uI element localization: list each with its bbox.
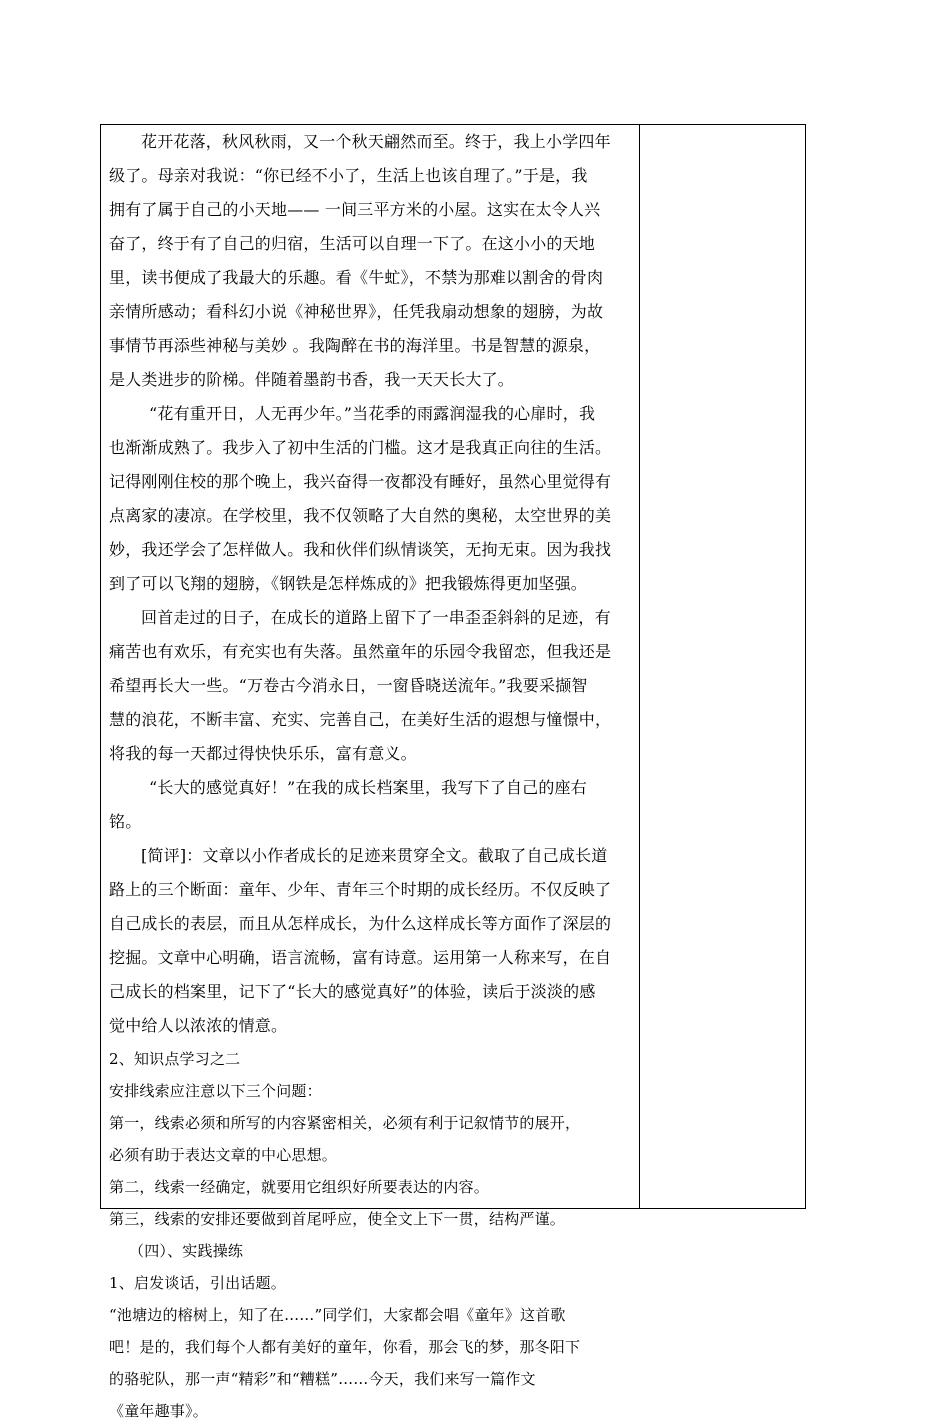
text-line: [简评]：文章以小作者成长的足迹来贯穿全文。截取了自己成长道 (141, 846, 608, 865)
lesson-content-cell (109, 125, 631, 1427)
practice-section (109, 1235, 631, 1427)
text-line: 点离家的凄凉。在学校里，我不仅领略了大自然的奥秘，太空世界的美 (109, 506, 612, 525)
text-line: 第二，线索一经确定，就要用它组织好所要表达的内容。 (109, 1178, 490, 1196)
text-line: 事情节再添些神秘与美妙 。我陶醉在书的海洋里。书是智慧的源泉， (109, 336, 601, 355)
text-line: 的骆驼队，那一声“精彩”和“糟糕”……今天，我们来写一篇作文 (109, 1370, 536, 1388)
text-line: 挖掘。文章中心明确，语言流畅，富有诗意。运用第一人称来写，在自 (109, 948, 612, 967)
text-line: 路上的三个断面：童年、少年、青年三个时期的成长经历。不仅反映了 (109, 880, 612, 899)
text-line: 希望再长大一些。“万卷古今消永日，一窗昏晓送流年。”我要采撷智 (109, 676, 588, 695)
text-line: 1、启发谈话，引出话题。 (109, 1274, 286, 1292)
lesson-table (100, 124, 806, 1420)
text-line: 是人类进步的阶梯。伴随着墨韵书香，我一天天长大了。 (109, 370, 515, 389)
section-heading: 2、知识点学习之二 (109, 1050, 241, 1068)
knowledge-section (109, 1043, 631, 1235)
text-line: 回首走过的日子，在成长的道路上留下了一串歪歪斜斜的足迹，有 (141, 608, 611, 627)
text-line: 拥有了属于自己的小天地—— 一间三平方米的小屋。这实在太令人兴 (109, 200, 601, 219)
text-line: 也渐渐成熟了。我步入了初中生活的门槛。这才是我真正向往的生活。 (109, 438, 612, 457)
text-line: 慧的浪花，不断丰富、充实、完善自己，在美好生活的遐想与憧憬中， (109, 710, 612, 729)
text-line: 记得刚刚住校的那个晚上，我兴奋得一夜都没有睡好，虽然心里觉得有 (109, 472, 612, 491)
text-line: “池塘边的榕树上，知了在……”同学们，大家都会唱《童年》这首歌 (109, 1306, 566, 1324)
text-line: 觉中给人以浓浓的情意。 (109, 1016, 288, 1035)
column-divider (639, 125, 640, 1208)
text-line: 己成长的档案里，记下了“长大的感觉真好”的体验，读后于淡淡的感 (109, 982, 596, 1001)
text-line: 将我的每一天都过得快快乐乐，富有意义。 (109, 744, 417, 763)
text-line: 自己成长的表层，而且从怎样成长，为什么这样成长等方面作了深层的 (109, 914, 612, 933)
section-heading: （四）、实践操练 (129, 1242, 244, 1260)
essay-paragraph-2 (109, 397, 631, 601)
comment-paragraph (109, 839, 631, 1043)
text-line: “长大的感觉真好！”在我的成长档案里，我写下了自己的座右 (149, 778, 587, 797)
text-line: “花有重开日，人无再少年。”当花季的雨露润湿我的心扉时，我 (149, 404, 596, 423)
notes-cell (641, 125, 805, 1208)
text-line: 第一，线索必须和所写的内容紧密相关，必须有利于记叙情节的展开， (109, 1114, 581, 1132)
essay-paragraph-3 (109, 601, 631, 771)
text-line: 花开花落，秋风秋雨，又一个秋天翩然而至。终于，我上小学四年 (141, 132, 611, 151)
text-line: 必须有助于表达文章的中心思想。 (109, 1146, 338, 1164)
essay-paragraph-1 (109, 125, 631, 397)
text-line: 奋了，终于有了自己的归宿，生活可以自理一下了。在这小小的天地 (109, 234, 596, 253)
text-line: 《童年趣事》。 (109, 1402, 208, 1420)
text-line: 妙，我还学会了怎样做人。我和伙伴们纵情谈笑，无拘无束。因为我找 (109, 540, 612, 559)
text-line: 里，读书便成了我最大的乐趣。看《牛虻》，不禁为那难以割舍的骨肉 (109, 268, 604, 287)
text-line: 痛苦也有欢乐，有充实也有失落。虽然童年的乐园令我留恋，但我还是 (109, 642, 612, 661)
essay-paragraph-4 (109, 771, 631, 839)
text-line: 安排线索应注意以下三个问题： (109, 1082, 322, 1100)
text-line: 亲情所感动；看科幻小说《神秘世界》，任凭我扇动想象的翅膀，为故 (109, 302, 604, 321)
text-line: 第三，线索的安排还要做到首尾呼应，使全文上下一贯，结构严谨。 (109, 1210, 566, 1228)
text-line: 级了。母亲对我说：“你已经不小了，生活上也该自理了。”于是，我 (109, 166, 588, 185)
text-line: 铭。 (109, 812, 142, 831)
text-line: 吧！是的，我们每个人都有美好的童年，你看，那会飞的梦，那冬阳下 (109, 1338, 581, 1356)
text-line: 到了可以飞翔的翅膀，《钢铁是怎样炼成的》把我锻炼得更加坚强。 (109, 574, 588, 593)
